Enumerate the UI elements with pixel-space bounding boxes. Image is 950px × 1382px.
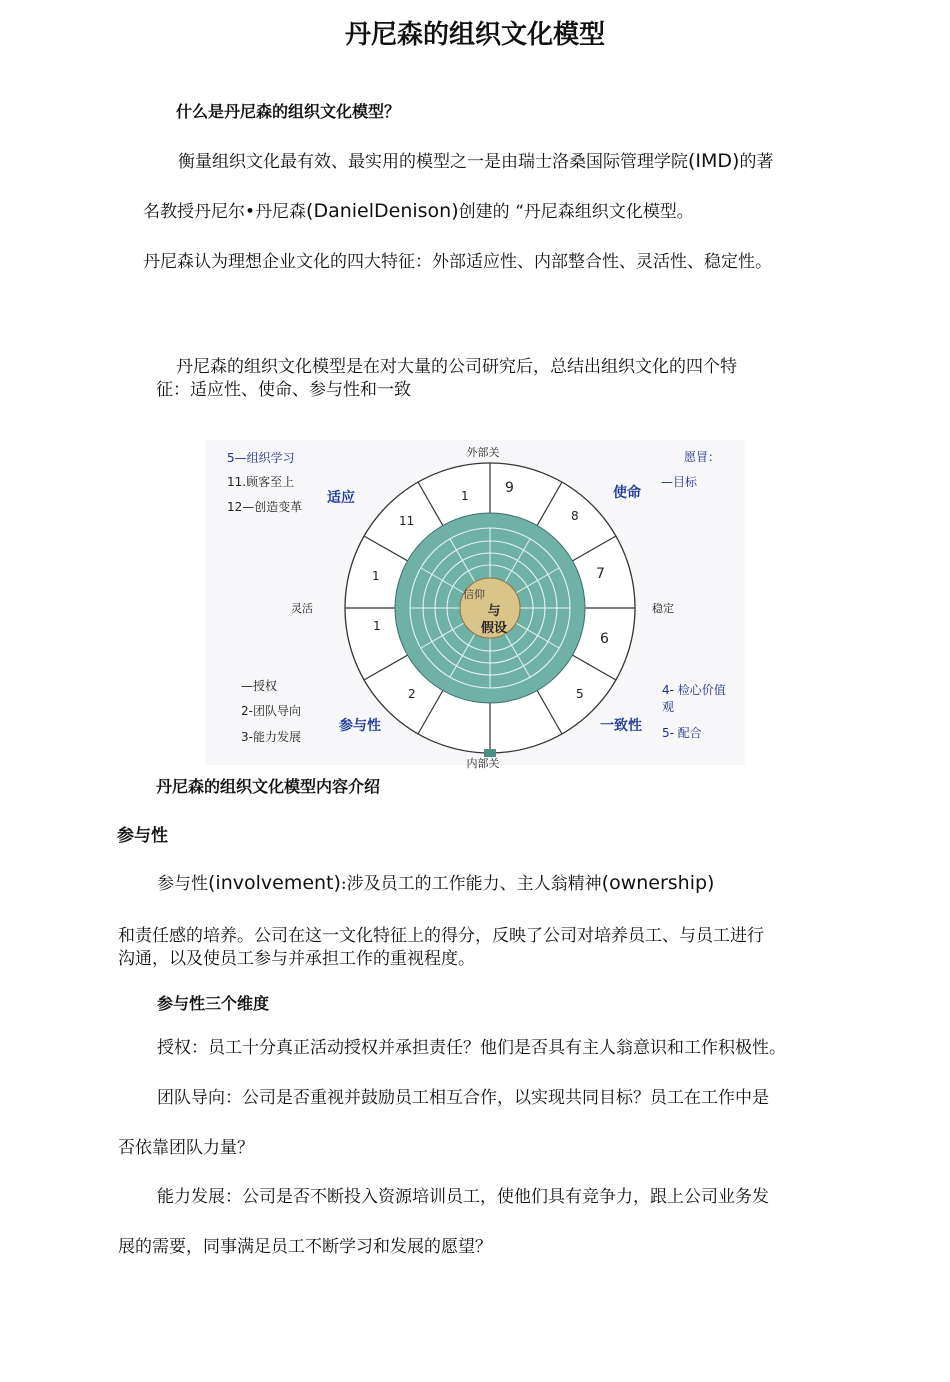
tl-item-1: 5—组织学习 [227,451,295,465]
svg-text:8: 8 [571,509,579,523]
svg-text:9: 9 [505,480,514,496]
br-item-2: 观 [662,700,675,714]
intro-line-1: 衡量组织文化最有效、最实用的模型之一是由瑞士洛桑国际管理学院(IMD)的著 [178,150,774,172]
section-title: 参与性 [117,826,168,846]
center-text-3: 假设 [480,621,508,636]
corner-involvement: 参与性 [339,718,381,734]
axis-bottom-label: 内部关 [466,757,500,770]
bl-item-2: 2-团队导向 [241,704,301,718]
question-heading: 什么是丹尼森的组织文化模型？ [176,102,401,121]
svg-text:2: 2 [408,687,416,701]
svg-text:5: 5 [576,687,584,701]
svg-text:1: 1 [461,489,469,503]
dimension-capability-line-1: 能力发展：公司是否不断投入资源培训员工，使他们具有竞争力，跟上公司业务发 [157,1187,769,1207]
dimension-team-line-2: 否依靠团队力量？ [118,1138,254,1158]
dimension-empowerment: 授权：员工十分真正活动授权并承担责任？他们是否具有主人翁意识和工作积极性。 [157,1038,786,1058]
dimensions-heading: 参与性三个维度 [157,994,270,1013]
dimension-team-line-1: 团队导向：公司是否重视并鼓励员工相互合作，以实现共同目标？员工在工作中是 [157,1088,769,1108]
br-item-3: 5- 配合 [662,726,702,740]
bl-item-3: 3-能力发展 [241,730,301,744]
tr-item-1: 愿冒： [684,450,721,464]
svg-text:6: 6 [600,631,609,647]
summary-line-1: 丹尼森的组织文化模型是在对大量的公司研究后，总结出组织文化的四个特 [176,357,737,377]
axis-top-label: 外部关 [466,446,500,459]
tl-item-3: 12—创造变革 [227,500,303,514]
svg-text:11: 11 [399,514,415,528]
denison-model-figure [205,440,745,770]
svg-text:1: 1 [372,569,380,583]
involvement-line-1: 参与性(involvement):涉及员工的工作能力、主人翁精神(ownership) [157,872,715,894]
axis-left-label: 灵活 [291,602,313,615]
svg-text:7: 7 [596,566,605,582]
bottom-marker [484,749,496,757]
corner-mission: 使命 [613,485,641,501]
page-title: 丹尼森的组织文化模型 [344,20,605,50]
involvement-line-3: 沟通，以及使员工参与并承担工作的重视程度。 [118,949,475,969]
axis-right-label: 稳定 [652,602,674,615]
tr-item-2: —目标 [661,475,698,489]
corner-consistency: 一致性 [600,718,642,734]
br-item-1: 4- 检心价值 [662,683,726,697]
intro-line-3: 丹尼森认为理想企业文化的四大特征：外部适应性、内部整合性、灵活性、稳定性。 [143,252,772,272]
corner-adaptability: 适应 [327,490,355,506]
svg-text:1: 1 [373,619,381,633]
involvement-line-2: 和责任感的培养。公司在这一文化特征上的得分，反映了公司对培养员工、与员工进行 [118,926,764,946]
dimension-capability-line-2: 展的需要，同事满足员工不断学习和发展的愿望？ [118,1237,492,1257]
summary-line-2: 征：适应性、使命、参与性和一致 [156,380,411,400]
intro-line-2: 名教授丹尼尔•丹尼森(DanielDenison)创建的 “丹尼森组织文化模型。 [143,200,694,222]
center-text-1: 信仰 [463,588,485,601]
center-text-2: 与 [487,604,501,619]
tl-item-2: 11.顾客至上 [227,475,295,489]
figure-heading: 丹尼森的组织文化模型内容介绍 [156,777,381,796]
bl-item-1: —授权 [241,679,278,693]
